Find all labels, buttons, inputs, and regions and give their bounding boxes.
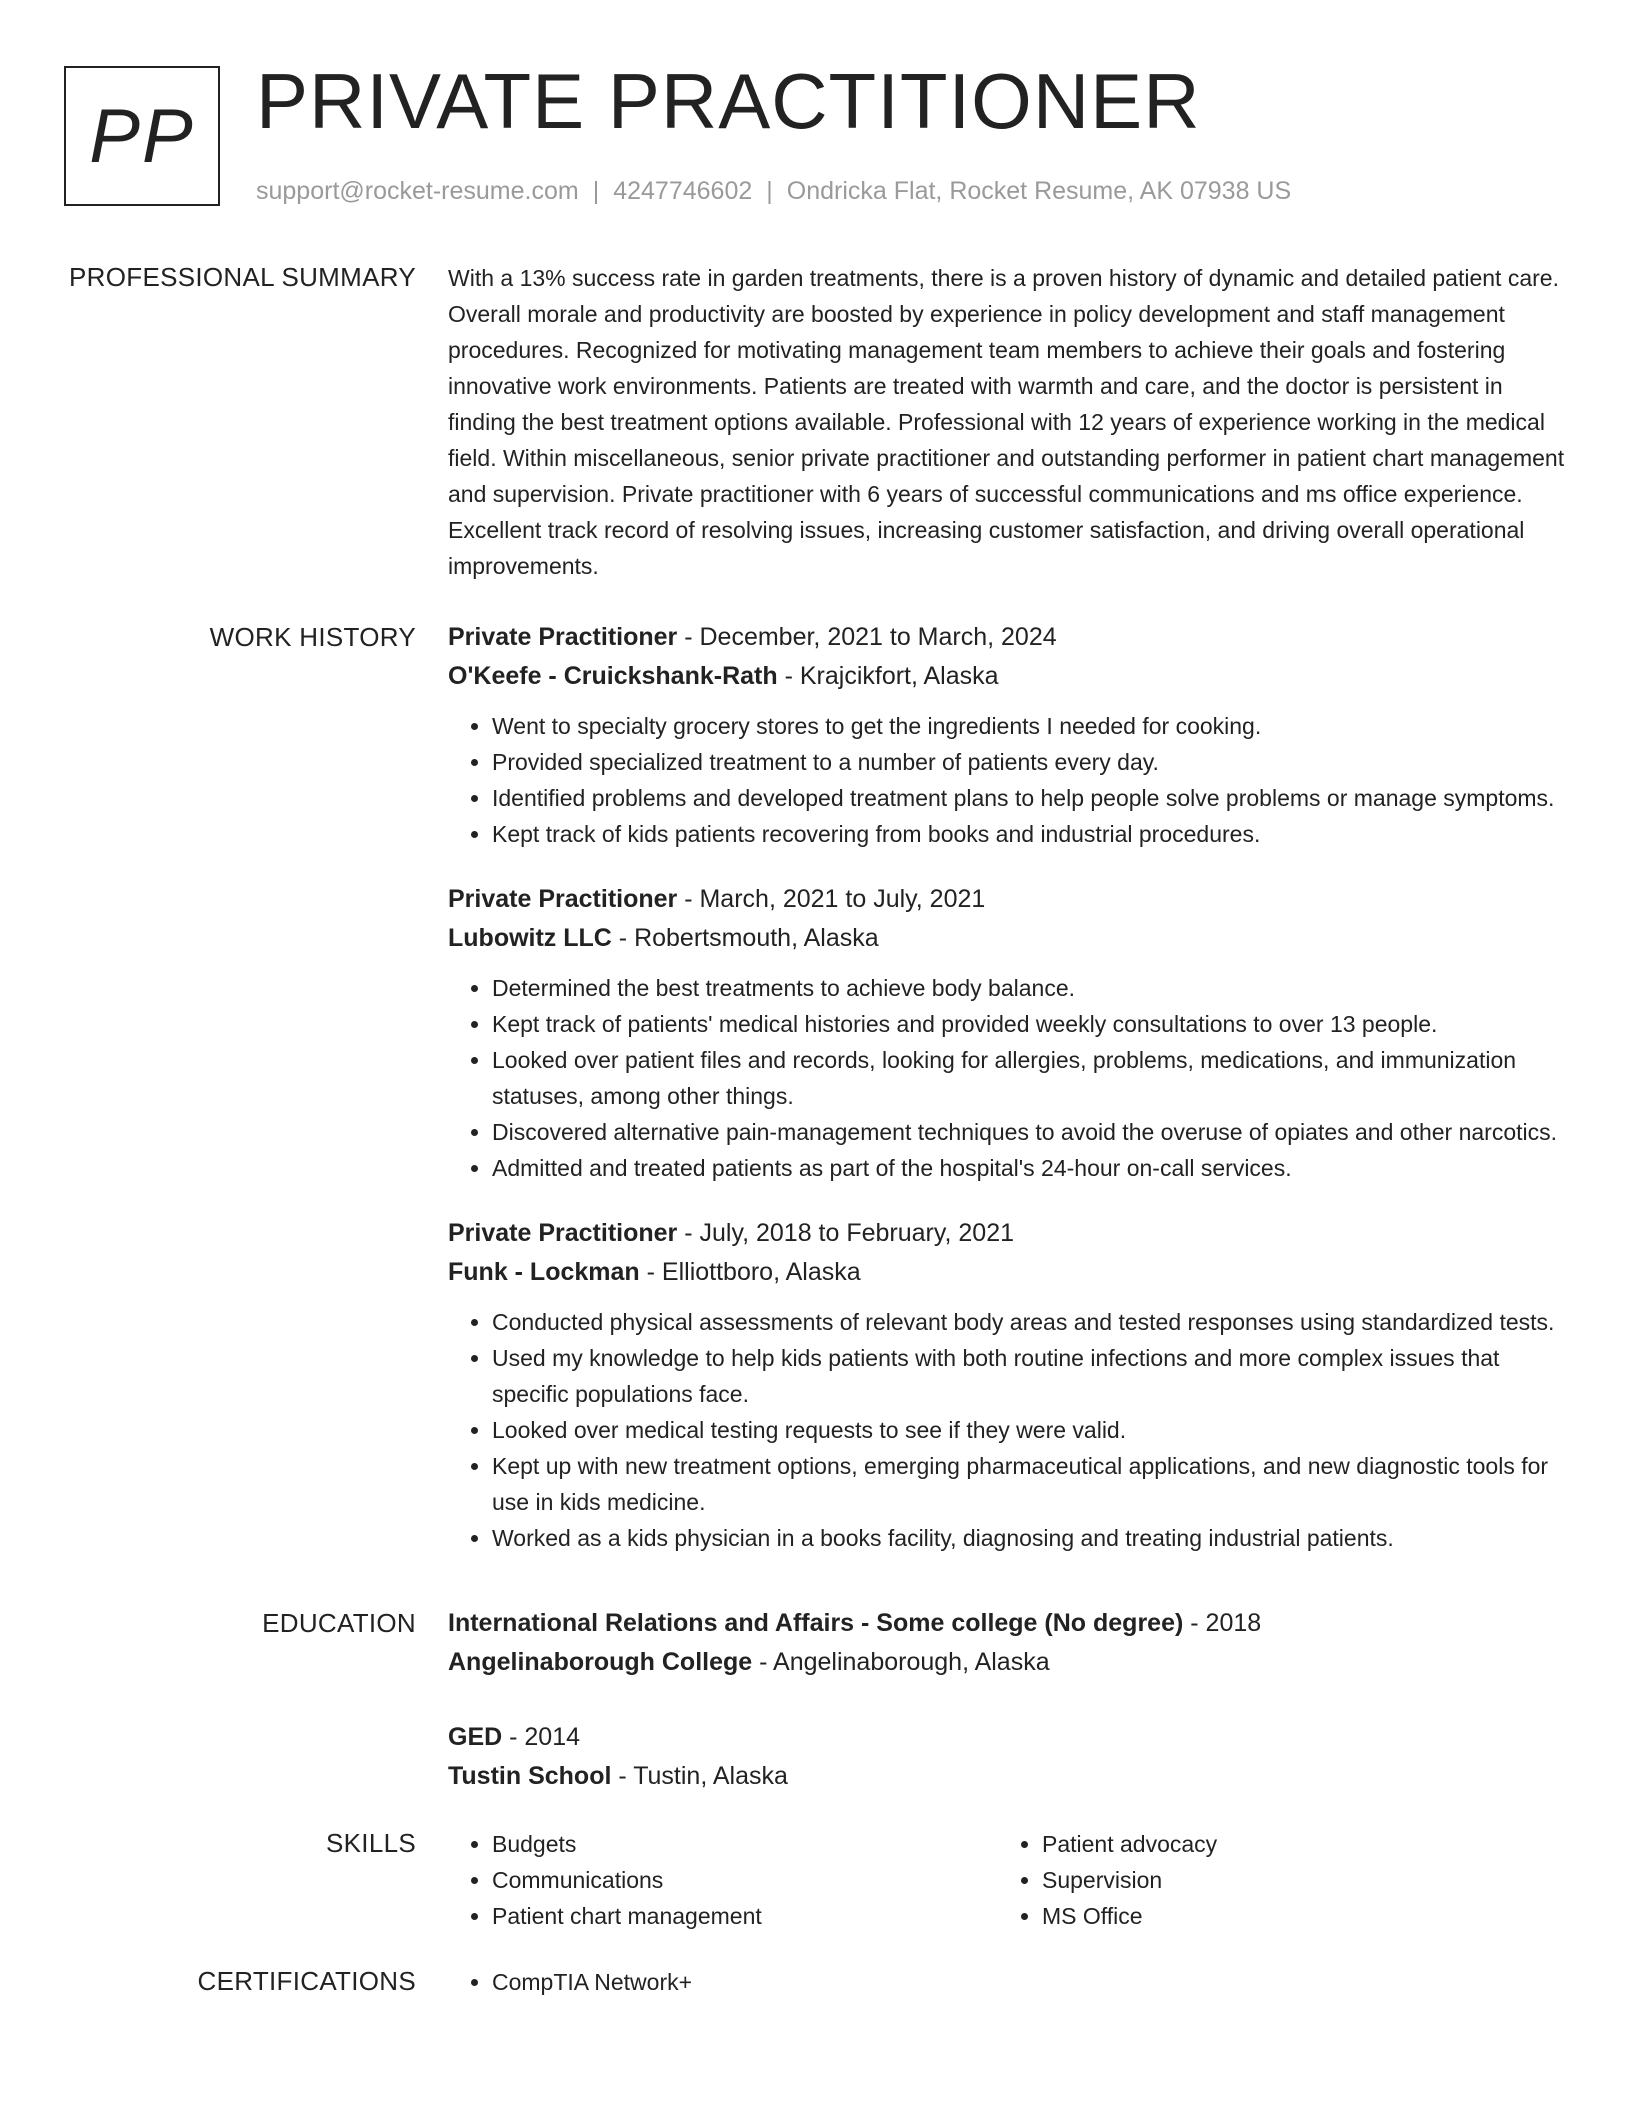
skill-item: • Supervision	[1042, 1862, 1548, 1898]
monogram-initials: PP	[89, 93, 195, 179]
certification-item: • CompTIA Network+	[492, 1964, 1568, 2000]
work-history-body	[448, 618, 1568, 1584]
job-company-line: O'Keefe - Cruickshank-Rath - Krajcikfort, Alaska	[448, 662, 999, 690]
education-entry	[448, 1604, 1568, 1682]
skill-item: • Patient chart management	[492, 1898, 998, 1934]
job-role-line: Private Practitioner - March, 2021 to July, 2021	[448, 885, 986, 913]
education-year: 2018	[1205, 1609, 1262, 1637]
job-location: Robertsmouth, Alaska	[634, 924, 879, 952]
job-bullets	[448, 970, 1568, 1186]
job-bullet: • Conducted physical assessments of relevant body areas and tested responses using standardized tests.	[492, 1304, 1568, 1340]
contact-separator: |	[592, 177, 600, 205]
job-location: Elliottboro, Alaska	[661, 1258, 861, 1286]
certifications-body	[448, 1964, 1568, 2000]
contact-separator: |	[766, 177, 773, 205]
education-location: Angelinaborough, Alaska	[773, 1648, 1050, 1676]
job-company-line: Lubowitz LLC - Robertsmouth, Alaska	[448, 924, 879, 952]
contact-phone[interactable]: 4247746602	[613, 177, 753, 205]
skills-column-right	[998, 1826, 1548, 1934]
summary-text: With a 13% success rate in garden treatments, there is a proven history of dynamic and detailed patient care. Overall morale and productivity are boosted by experience in policy development and staff management procedures. Recognized for motivating management team members to achieve their goals and fostering innovative work environments. Patients are treated with warmth and care, and the doctor is persistent in finding the best treatment options available. Professional with 12 years of experience working in the medical field. Within miscellaneous, senior private practitioner and outstanding performer in patient chart management and supervision. Private practitioner with 6 years of successful communications and ms office experience. Excellent track record of resolving issues, increasing customer satisfaction, and driving overall operational improvements.	[448, 265, 1565, 579]
job-entry	[448, 880, 1568, 1186]
resume-sections	[0, 260, 1632, 2000]
job-bullet: • Used my knowledge to help kids patients with both routine infections and more complex issues that specific populations face.	[492, 1340, 1568, 1412]
education-degree: GED	[448, 1723, 503, 1751]
job-company: Lubowitz LLC	[448, 924, 612, 952]
candidate-name: PRIVATE PRACTITIONER	[256, 57, 1201, 145]
job-role: Private Practitioner	[448, 1219, 678, 1247]
skill-item: • MS Office	[1042, 1898, 1548, 1934]
job-bullet: • Admitted and treated patients as part of the hospital's 24-hour on-call services.	[492, 1150, 1568, 1186]
job-dates: December, 2021 to March, 2024	[699, 623, 1057, 651]
section-title-work-history: WORK HISTORY	[209, 622, 416, 652]
summary-body	[448, 260, 1568, 584]
job-bullets	[448, 1304, 1568, 1556]
education-year: 2014	[524, 1723, 581, 1751]
job-company: Funk - Lockman	[448, 1258, 640, 1286]
contact-address: Ondricka Flat, Rocket Resume, AK 07938 US	[786, 177, 1292, 205]
skills-list	[998, 1826, 1548, 1934]
education-school: Angelinaborough College	[448, 1648, 753, 1676]
job-bullets	[448, 708, 1568, 852]
education-entry	[448, 1718, 1568, 1796]
job-company-line: Funk - Lockman - Elliottboro, Alaska	[448, 1258, 861, 1286]
job-bullet: • Identified problems and developed treatment plans to help people solve problems or manage symptoms.	[492, 780, 1568, 816]
skills-column-left	[448, 1826, 998, 1934]
skills-body	[448, 1826, 1568, 1934]
section-title-summary: PROFESSIONAL SUMMARY	[69, 262, 416, 292]
job-role-line: Private Practitioner - July, 2018 to February, 2021	[448, 1219, 1015, 1247]
job-bullet: • Kept track of kids patients recovering from books and industrial procedures.	[492, 816, 1568, 852]
education-body	[448, 1604, 1568, 1796]
job-bullet: • Kept track of patients' medical histories and provided weekly consultations to over 13 people.	[492, 1006, 1568, 1042]
section-title-certifications: CERTIFICATIONS	[197, 1966, 416, 1996]
job-bullet: • Went to specialty grocery stores to get the ingredients I needed for cooking.	[492, 708, 1568, 744]
skills-grid	[448, 1826, 1568, 1934]
job-dates: July, 2018 to February, 2021	[699, 1219, 1015, 1247]
job-bullet: • Provided specialized treatment to a number of patients every day.	[492, 744, 1568, 780]
job-role-line: Private Practitioner - December, 2021 to March, 2024	[448, 623, 1057, 651]
monogram-badge	[64, 66, 220, 206]
education-location: Tustin, Alaska	[633, 1762, 788, 1790]
education-school: Tustin School	[448, 1762, 612, 1790]
job-role: Private Practitioner	[448, 885, 678, 913]
job-bullet: • Discovered alternative pain-management techniques to avoid the overuse of opiates and other narcotics.	[492, 1114, 1568, 1150]
section-work-history	[0, 618, 1632, 1584]
skill-item: • Patient advocacy	[1042, 1826, 1548, 1862]
job-entry	[448, 618, 1568, 852]
education-degree-line: International Relations and Affairs - Some college (No degree) - 2018	[448, 1609, 1262, 1637]
section-title-education: EDUCATION	[262, 1608, 416, 1638]
skill-item: • Budgets	[492, 1826, 998, 1862]
skills-list	[448, 1826, 998, 1934]
education-degree: International Relations and Affairs - Some college (No degree)	[448, 1609, 1184, 1637]
job-location: Krajcikfort, Alaska	[799, 662, 999, 690]
job-bullet: • Worked as a kids physician in a books facility, diagnosing and treating industrial patients.	[492, 1520, 1568, 1556]
section-title-skills: SKILLS	[326, 1828, 416, 1858]
skill-item: • Communications	[492, 1862, 998, 1898]
job-company: O'Keefe - Cruickshank-Rath	[448, 662, 778, 690]
education-school-line: Angelinaborough College - Angelinaborough, Alaska	[448, 1648, 1050, 1676]
job-role: Private Practitioner	[448, 623, 678, 651]
section-education	[0, 1604, 1632, 1796]
job-bullet: • Determined the best treatments to achieve body balance.	[492, 970, 1568, 1006]
contact-line	[256, 176, 1291, 206]
job-bullet: • Looked over medical testing requests to see if they were valid.	[492, 1412, 1568, 1448]
education-school-line: Tustin School - Tustin, Alaska	[448, 1762, 788, 1790]
section-skills	[0, 1826, 1632, 1934]
job-bullet: • Looked over patient files and records, looking for allergies, problems, medications, and immunization statuses, among other things.	[492, 1042, 1568, 1114]
job-dates: March, 2021 to July, 2021	[699, 885, 986, 913]
section-certifications	[0, 1964, 1632, 2000]
section-summary	[0, 260, 1632, 584]
job-entry	[448, 1214, 1568, 1556]
certifications-list	[448, 1964, 1568, 2000]
contact-email[interactable]: support@rocket-resume.com	[256, 177, 579, 205]
job-bullet: • Kept up with new treatment options, emerging pharmaceutical applications, and new diagnostic tools for use in kids medicine.	[492, 1448, 1568, 1520]
education-degree-line: GED - 2014	[448, 1723, 581, 1751]
